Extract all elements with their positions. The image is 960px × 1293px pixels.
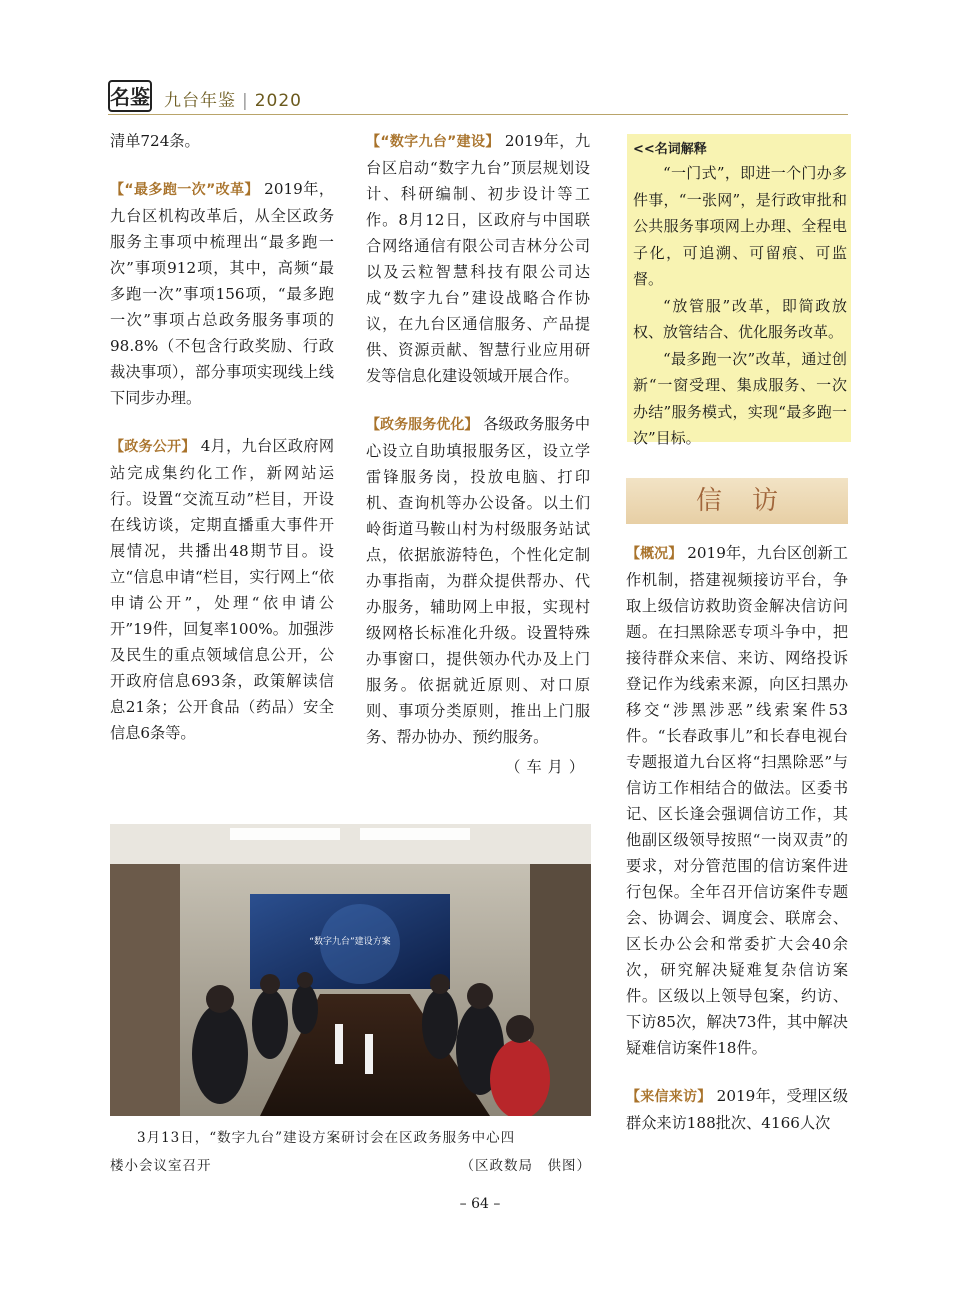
caption-line-2: 楼小会议室召开 [110,1158,212,1174]
reform-tag: 【“最多跑一次”改革】 [110,182,259,198]
glossary-item-1: “一门式”，即进一个门办多件事，“一张网”，是行政审批和公共服务事项网上办理、全程电子化，可追溯、可留痕、可监督。 [633,164,847,288]
service-text: 各级政务服务中心设立自助填报服务区，设立学雷锋服务岗，投放电脑、打印机、查询机等办公设备。以土们岭街道马鞍山村为村级服务站试点，依据旅游特色，个性化定制办事指南，为群众提供帮办、代办服务，辅助网上申报，实现村级网格长标准化升级。设置特殊办事窗口，提供领办代办及上门服务。依据就近原则、对口原则、事项分类原则，推出上门服务、帮办协办、预约服务。 [366,415,591,746]
column-2 [366,128,590,780]
glossary-box [627,134,851,447]
digital-text: 2019年，九台区启动“数字九台”顶层规划设计、科研编制、初步设计等工作。8月12日，区政府与中国联合网络通信有限公司吉林分公司以及云粒智慧科技有限公司达成“数字九台”建设战略合作协议，在九台区通信服务、产品提供、资源贡献、智慧行业应用研发等信息化建设领域开展合作。 [366,132,591,385]
column-3 [626,540,848,1158]
openness-text: 4月，九台区政府网站完成集约化工作，新网站运行。设置“交流互动”栏目，开设在线访谈，定期直播重大事件开展情况，共播出48期节目。设立“信息申请“栏目，实行网上“依申请公开”，处理“依申请公开”19件，回复率100%。加强涉及民生的重点领域信息公开，公开政府信息693条，政策解读信息21条；公开食品（药品）安全信息6条等。 [110,437,335,742]
yearbook-logo: 名鉴 [108,80,152,112]
page-number: – 64 – [459,1196,501,1212]
page-header [108,80,848,114]
author-credit: （车月） [505,758,590,776]
col3-paragraph-letters [626,1083,848,1136]
service-tag: 【政务服务优化】 [366,417,479,433]
photo-credit: （区政数局 供图） [460,1158,591,1174]
yearbook-title: 九台年鉴 [164,91,236,111]
section-banner-petition: 信访 [626,478,848,524]
meeting-photo-drawing [110,824,591,1116]
reform-text: 2019年，九台区机构改革后，从全区政务服务主事项中梳理出“最多跑一次”事项912项，其中，高频“最多跑一次”事项156项，“最多跑一次”事项占总政务服务事项的98.8%（不包含行政奖励、行政裁决事项），部分事项实现线上线下同步办理。 [110,180,335,407]
col2-paragraph-service [366,411,590,750]
openness-tag: 【政务公开】 [110,439,196,455]
letters-tag: 【来信来访】 [626,1089,712,1105]
glossary-item-2: “放管服”改革，即简政放权、放管结合、优化服务改革。 [633,296,847,341]
photo-caption [110,1124,591,1180]
col1-paragraph-reform [110,176,334,411]
caption-line-1: 3月13日，“数字九台”建设方案研讨会在区政务服务中心四 [137,1130,516,1146]
col3-paragraph-overview [626,540,848,1061]
meeting-photo [110,824,591,1116]
col1-paragraph-0: 清单724条。 [110,132,200,150]
glossary-heading: <<名词解释 [633,142,707,157]
overview-text: 2019年，九台区创新工作机制，搭建视频接访平台，争取上级信访救助资金解决信访问题。在扫黑除恶专项斗争中，把接待群众来信、来访、网络投诉登记作为线索来源，向区扫黑办移交“涉黑涉恶”线索案件53件。“长春政事儿”和长春电视台专题报道九台区将“扫黑除恶”与信访工作相结合的做法。区委书记、区长逢会强调信访工作，其他副区级领导按照“一岗双责”的要求，对分管范围的信访案件进行包保。全年召开信访案件专题会、协调会、调度会、联席会、区长办公会和常委扩大会40余次，研究解决疑难复杂信访案件。区级以上领导包案，约访、下访85次，解决73件，其中解决疑难信访案件18件。 [626,544,848,1057]
yearbook-year: 2020 [254,91,302,111]
letters-text: 2019年，受理区级群众来访188批次、4166人次 [626,1087,849,1132]
digital-tag: 【“数字九台”建设】 [366,134,500,150]
header-separator: | [242,91,249,111]
glossary-item-3: “最多跑一次”改革，通过创新“一窗受理、集成服务、一次办结”服务模式，实现“最多跑一次”目标。 [633,349,847,447]
col2-paragraph-digital [366,128,590,389]
header-title [164,86,302,111]
column-1 [110,128,334,768]
header-rule [108,114,848,115]
col1-paragraph-openness [110,433,334,746]
overview-tag: 【概况】 [626,546,683,562]
caption-line-2-row [110,1152,591,1180]
screen-text: “数字九台”建设方案 [309,937,391,947]
